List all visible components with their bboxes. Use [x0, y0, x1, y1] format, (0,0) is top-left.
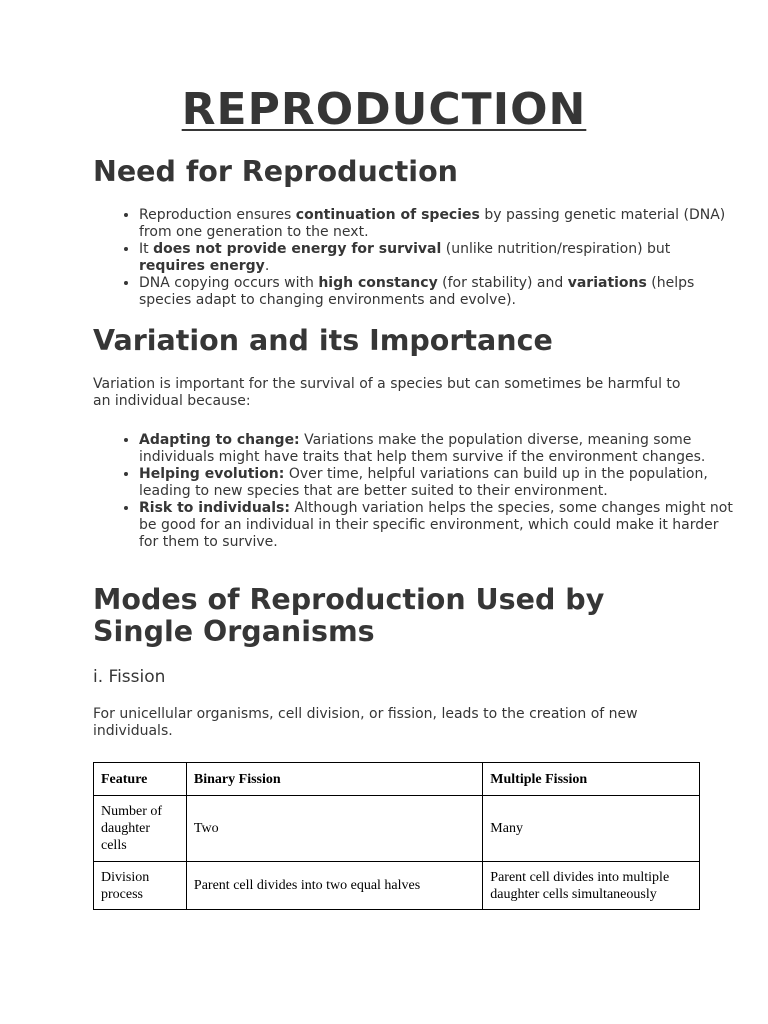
heading-modes: Modes of Reproduction Used by Single Organisms — [93, 583, 605, 648]
heading-need-for-reproduction: Need for Reproduction — [93, 155, 458, 188]
table-cell: Parent cell divides into multiple daughter cells simultaneously — [483, 862, 700, 910]
variation-list — [93, 432, 739, 551]
heading-variation: Variation and its Importance — [93, 324, 553, 357]
table-cell: Two — [186, 796, 482, 862]
table-header: Multiple Fission — [483, 763, 700, 796]
table-header-row — [94, 763, 700, 796]
list-item: • DNA copying occurs with high constancy (for stability) and variations (helps species adapt to changing environments and evolve). — [139, 275, 739, 309]
heading-fission: i. Fission — [93, 667, 166, 687]
table-cell: Parent cell divides into two equal halves — [186, 862, 482, 910]
table-header: Feature — [94, 763, 187, 796]
table-row — [94, 862, 700, 910]
table-header: Binary Fission — [186, 763, 482, 796]
list-item: • Helping evolution: Over time, helpful variations can build up in the population, leading to new species that are better suited to their environment. — [139, 466, 739, 500]
document-title: REPRODUCTION — [181, 84, 587, 135]
list-item: • Reproduction ensures continuation of species by passing genetic material (DNA) from one generation to the next. — [139, 207, 739, 241]
fission-comparison-table — [93, 762, 700, 910]
need-list — [93, 207, 739, 309]
table-cell: Many — [483, 796, 700, 862]
list-item: • It does not provide energy for survival (unlike nutrition/respiration) but requires energy. — [139, 241, 739, 275]
table-cell: Number of daughter cells — [94, 796, 187, 862]
list-item: • Risk to individuals: Although variation helps the species, some changes might not be good for an individual in their specific environment, which could make it harder for them to survive. — [139, 500, 739, 551]
table-row — [94, 796, 700, 862]
list-item: • Adapting to change: Variations make the population diverse, meaning some individuals might have traits that help them survive if the environment changes. — [139, 432, 739, 466]
fission-text: For unicellular organisms, cell division, or fission, leads to the creation of new individuals. — [93, 706, 638, 739]
table-cell: Division process — [94, 862, 187, 910]
variation-intro: Variation is important for the survival of a species but can sometimes be harmful to an individual because: — [93, 376, 681, 409]
